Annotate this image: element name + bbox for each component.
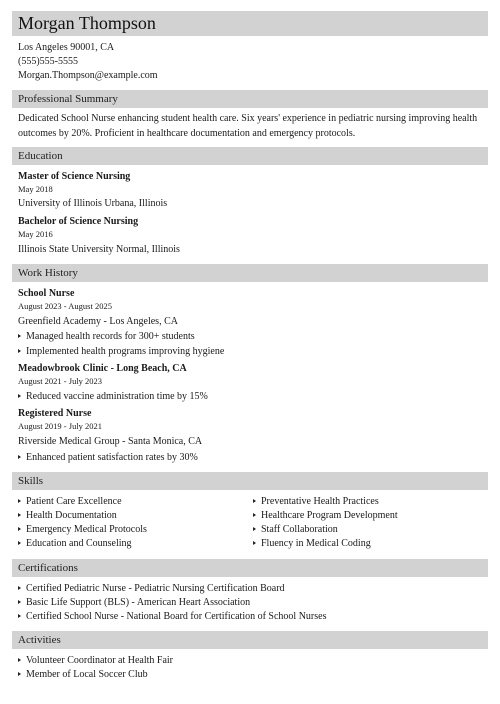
contact-email: Morgan.Thompson@example.com (18, 70, 158, 81)
certification-text: Certified Pediatric Nurse - Pediatric Nursing Certification Board (26, 583, 285, 594)
education-date: May 2016 (18, 229, 53, 239)
job-dates: August 2019 - July 2021 (18, 421, 103, 431)
bullet-icon (18, 586, 21, 590)
section-header-work-history (12, 264, 488, 282)
education-degree: Bachelor of Science Nursing (18, 216, 139, 227)
activity-text: Member of Local Soccer Club (26, 669, 148, 680)
skill-text: Preventative Health Practices (261, 496, 379, 507)
section-title: Professional Summary (18, 93, 118, 105)
bullet-icon (18, 614, 21, 618)
section-title: Skills (18, 475, 44, 487)
bullet-icon (18, 513, 21, 517)
section-title: Work History (18, 267, 78, 279)
bullet-icon (18, 499, 21, 503)
job-employer: Riverside Medical Group - Santa Monica, CA (18, 436, 203, 447)
section-title: Education (18, 150, 63, 162)
bullet-icon (253, 541, 256, 545)
bullet-icon (253, 513, 256, 517)
bullet-icon (18, 600, 21, 604)
bullet-icon (18, 455, 21, 459)
job-title: Meadowbrook Clinic - Long Beach, CA (18, 363, 187, 374)
skill-text: Emergency Medical Protocols (26, 524, 147, 535)
contact-location: Los Angeles 90001, CA (18, 42, 115, 53)
bullet-icon (18, 527, 21, 531)
section-header-summary (12, 90, 488, 108)
bullet-icon (253, 527, 256, 531)
bullet-text: Reduced vaccine administration time by 15% (26, 391, 208, 402)
education-school: University of Illinois Urbana, Illinois (18, 198, 168, 209)
job-title: Registered Nurse (18, 408, 92, 419)
candidate-name: Morgan Thompson (18, 13, 156, 33)
bullet-icon (18, 334, 21, 338)
bullet-icon (18, 349, 21, 353)
section-header-activities (12, 631, 488, 649)
section-title: Activities (18, 634, 61, 646)
bullet-text: Implemented health programs improving hygiene (26, 346, 225, 357)
bullet-icon (253, 499, 256, 503)
section-title: Certifications (18, 562, 78, 574)
skill-text: Healthcare Program Development (261, 510, 398, 521)
job-dates: August 2023 - August 2025 (18, 301, 112, 311)
section-header-skills (12, 472, 488, 490)
skill-text: Fluency in Medical Coding (261, 538, 371, 549)
bullet-text: Managed health records for 300+ students (26, 331, 195, 342)
name-header (12, 11, 488, 36)
skill-text: Patient Care Excellence (26, 496, 122, 507)
skill-text: Staff Collaboration (261, 524, 338, 535)
job-dates: August 2021 - July 2023 (18, 376, 103, 386)
skill-text: Health Documentation (26, 510, 117, 521)
certification-text: Basic Life Support (BLS) - American Heart Association (26, 597, 251, 608)
bullet-text: Enhanced patient satisfaction rates by 30% (26, 452, 198, 463)
bullet-icon (18, 394, 21, 398)
education-school: Illinois State University Normal, Illinois (18, 244, 180, 255)
education-degree: Master of Science Nursing (18, 171, 131, 182)
section-header-education (12, 147, 488, 165)
education-date: May 2018 (18, 184, 53, 194)
job-title: School Nurse (18, 288, 75, 299)
bullet-icon (18, 541, 21, 545)
bullet-icon (18, 658, 21, 662)
summary-text: Dedicated School Nurse enhancing student health care. Six years' experience in pediatric nursing improving health outcomes by 20%. Proficient in healthcare documentation and emergency protocols. (18, 113, 478, 139)
certification-text: Certified School Nurse - National Board for Certification of School Nurses (26, 611, 327, 622)
activity-text: Volunteer Coordinator at Health Fair (26, 655, 174, 666)
contact-phone: (555)555-5555 (18, 56, 78, 67)
job-employer: Greenfield Academy - Los Angeles, CA (18, 316, 178, 327)
bullet-icon (18, 672, 21, 676)
skill-text: Education and Counseling (26, 538, 132, 549)
section-header-certifications (12, 559, 488, 577)
